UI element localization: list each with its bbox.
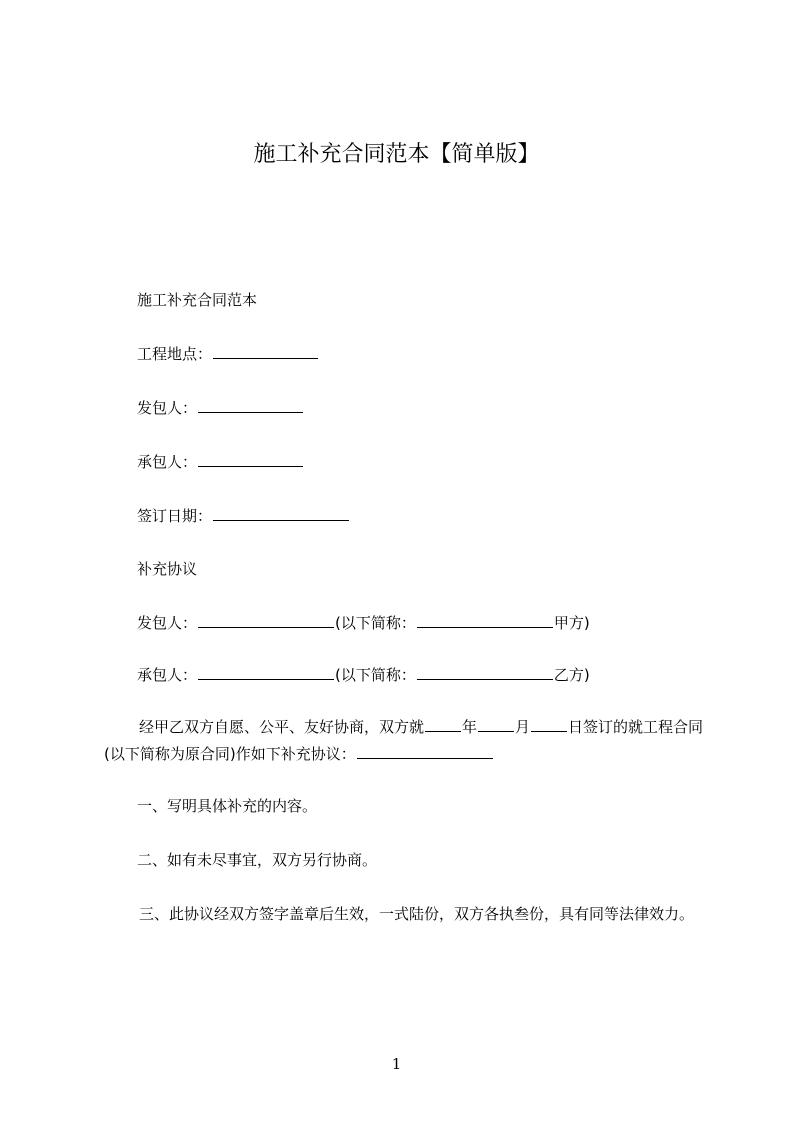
clause-1: 一、写明具体补充的内容。 [137, 797, 318, 815]
party-b-abbr-blank [417, 664, 553, 680]
month-blank [478, 716, 514, 732]
employer-label: 发包人： [137, 399, 198, 417]
party-a-suffix: 甲方) [553, 614, 590, 632]
contractor-field [137, 451, 304, 473]
page-number: 1 [391, 1055, 402, 1073]
agreement-heading: 补充协议 [137, 560, 198, 578]
location-field [137, 343, 319, 365]
day-blank [531, 716, 567, 732]
intro-day-part: 日签订的就工程合同(以下简称为原合同)作如下补充协议： [104, 718, 704, 763]
sign-date-label: 签订日期： [137, 507, 213, 525]
party-a-label: 发包人： [137, 614, 198, 632]
intro-part1: 经甲乙双方自愿、公平、友好协商，双方就 [139, 718, 425, 736]
employer-field [137, 397, 304, 419]
party-a-abbr-blank [417, 612, 553, 628]
party-b-abbr-prefix: (以下简称： [335, 666, 416, 684]
contractor-blank [198, 451, 303, 467]
clause-3: 三、此协议经双方签字盖章后生效，一式陆份，双方各执叁份，具有同等法律效力。 [139, 905, 695, 923]
employer-blank [198, 397, 303, 413]
party-a-abbr-prefix: (以下简称： [335, 614, 416, 632]
party-a-name-blank [198, 612, 334, 628]
party-b-suffix: 乙方) [553, 666, 590, 684]
party-b-label: 承包人： [137, 666, 198, 684]
intro-paragraph [104, 714, 704, 768]
location-label: 工程地点： [137, 345, 213, 363]
document-title: 施工补充合同范本【简单版】 [253, 142, 540, 167]
document-subtitle: 施工补充合同范本 [137, 291, 258, 309]
intro-month: 月 [515, 718, 531, 736]
sign-date-blank [213, 505, 349, 521]
party-b-name-blank [198, 664, 334, 680]
clause-2: 二、如有未尽事宜，双方另行协商。 [137, 851, 378, 869]
location-blank [213, 343, 318, 359]
contractor-label: 承包人： [137, 453, 198, 471]
year-blank [425, 716, 461, 732]
party-b-line [137, 664, 590, 686]
intro-year: 年 [462, 718, 478, 736]
sign-date-field [137, 505, 350, 527]
intro-end-blank [357, 743, 493, 759]
party-a-line [137, 612, 590, 634]
